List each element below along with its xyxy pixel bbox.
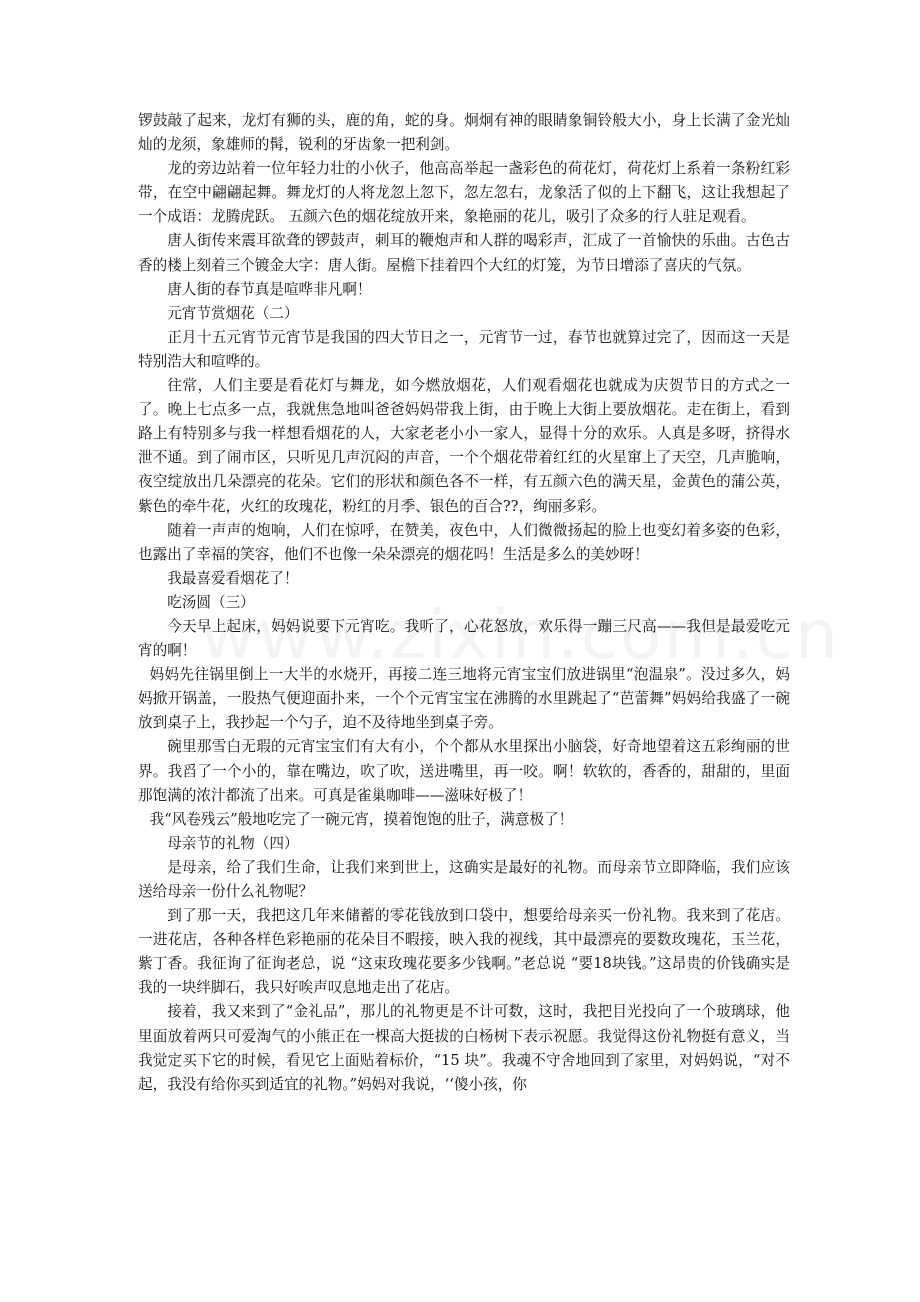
section-heading: 吃汤圆（三） <box>167 593 255 611</box>
paragraph: 碗里那雪白无瑕的元宵宝宝们有大有小，个个都从水里探出小脑袋，好奇地望着这五彩绚丽的世界。我舀了一个小的，靠在嘴边，吹了吹，送进嘴里，再一咬。啊！软软的，香香的，甜甜的，里面那饱满的浓汁都流了出来。可真是雀巢咖啡——滋味好极了！ <box>138 738 790 804</box>
paragraph: 随着一声声的炮响，人们在惊呼，在赞美，夜色中，人们微微扬起的脸上也变幻着多姿的色彩，也露出了幸福的笑容，他们不也像一朵朵漂亮的烟花吗！生活是多么的美妙呀！ <box>138 521 790 563</box>
paragraph: 唐人街传来震耳欲聋的锣鼓声，刺耳的鞭炮声和人群的喝彩声，汇成了一首愉快的乐曲。古色古香的楼上刻着三个镀金大字：唐人街。屋檐下挂着四个大红的灯笼，为节日增添了喜庆的气氛。 <box>138 232 790 274</box>
paragraph: 是母亲，给了我们生命，让我们来到世上，这确实是最好的礼物。而母亲节立即降临，我们应该送给母亲一份什么礼物呢？ <box>138 858 790 900</box>
paragraph: 接着，我又来到了“金礼品”，那儿的礼物更是不计可数，这时，我把目光投向了一个玻璃球，他里面放着两只可爱淘气的小熊正在一棵高大挺拔的白杨树下表示祝愿。我觉得这份礼物挺有意义，当我觉定买下它的时候，看见它上面贴着标价，“15 块”。我魂不守舍地回到了家里，对妈妈说，“对不起，我没有给你买到适宜的礼物。”妈妈对我说，‘‘傻小孩，你 <box>138 1003 790 1093</box>
paragraph: 妈妈先往锅里倒上一大半的水烧开，再接二连三地将元宵宝宝们放进锅里“泡温泉”。没过多久，妈妈掀开锅盖，一股热气便迎面扑来，一个个元宵宝宝在沸腾的水里跳起了“芭蕾舞”妈妈给我盛了一碗放到桌子上，我抄起一个勺子，迫不及待地坐到桌子旁。 <box>138 666 790 732</box>
paragraph: 龙的旁边站着一位年轻力壮的小伙子，他高高举起一盏彩色的荷花灯，荷花灯上系着一条粉红彩带，在空中翩翩起舞。舞龙灯的人将龙忽上忽下，忽左忽右，龙象活了似的上下翻飞，这让我想起了一个成语：龙腾虎跃。 五颜六色的烟花绽放开来，象艳丽的花儿，吸引了众多的行人驻足观看。 <box>138 160 790 226</box>
paragraph: 我最喜爱看烟花了！ <box>167 569 299 587</box>
section-heading: 母亲节的礼物（四） <box>167 834 299 852</box>
section-heading: 元宵节赏烟花（二） <box>167 304 299 322</box>
paragraph: 唐人街的春节真是喧哗非凡啊！ <box>167 280 372 298</box>
paragraph: 我“风卷残云”般地吃完了一碗元宵，摸着饱饱的肚子，满意极了！ <box>149 810 574 828</box>
paragraph: 锣鼓敲了起来，龙灯有狮的头，鹿的角，蛇的身。炯炯有神的眼睛象铜铃般大小，身上长满了金光灿灿的龙须，象雄师的髯，锐利的牙齿象一把利剑。 <box>138 112 790 154</box>
paragraph: 到了那一天，我把这几年来储蓄的零花钱放到口袋中，想要给母亲买一份礼物。我来到了花店。一进花店，各种各样色彩艳丽的花朵目不暇接，映入我的视线，其中最漂亮的要数玫瑰花，玉兰花，紫丁香。我征询了征询老总，说 “这束玫瑰花要多少钱啊。”老总说 “要18块钱。”这昂贵的价钱确实是我的一块绊脚石，我只好唉声叹息地走出了花店。 <box>138 907 790 997</box>
paragraph: 今天早上起床，妈妈说要下元宵吃。我听了，心花怒放，欢乐得一蹦三尺高——我但是最爱吃元宵的啊！ <box>138 617 790 660</box>
document-body <box>138 109 790 1097</box>
paragraph: 正月十五元宵节元宵节是我国的四大节日之一，元宵节一过，春节也就算过完了，因而这一天是特别浩大和喧哗的。 <box>138 328 790 370</box>
paragraph: 往常，人们主要是看花灯与舞龙，如今燃放烟花，人们观看烟花也就成为庆贺节日的方式之一了。晚上七点多一点，我就焦急地叫爸爸妈妈带我上街，由于晚上大街上要放烟花。走在街上，看到路上有特别多与我一样想看烟花的人，大家老老小小一家人，显得十分的欢乐。人真是多呀，挤得水泄不通。到了闹市区，只听见几声沉闷的声音，一个个烟花带着红红的火星窜上了天空，几声脆响，夜空绽放出几朵漂亮的花朵。它们的形状和颜色各不一样，有五颜六色的满天星，金黄色的蒲公英，紫色的牵牛花，火红的玫瑰花，粉红的月季、银色的百合??，绚丽多彩。 <box>138 377 790 515</box>
